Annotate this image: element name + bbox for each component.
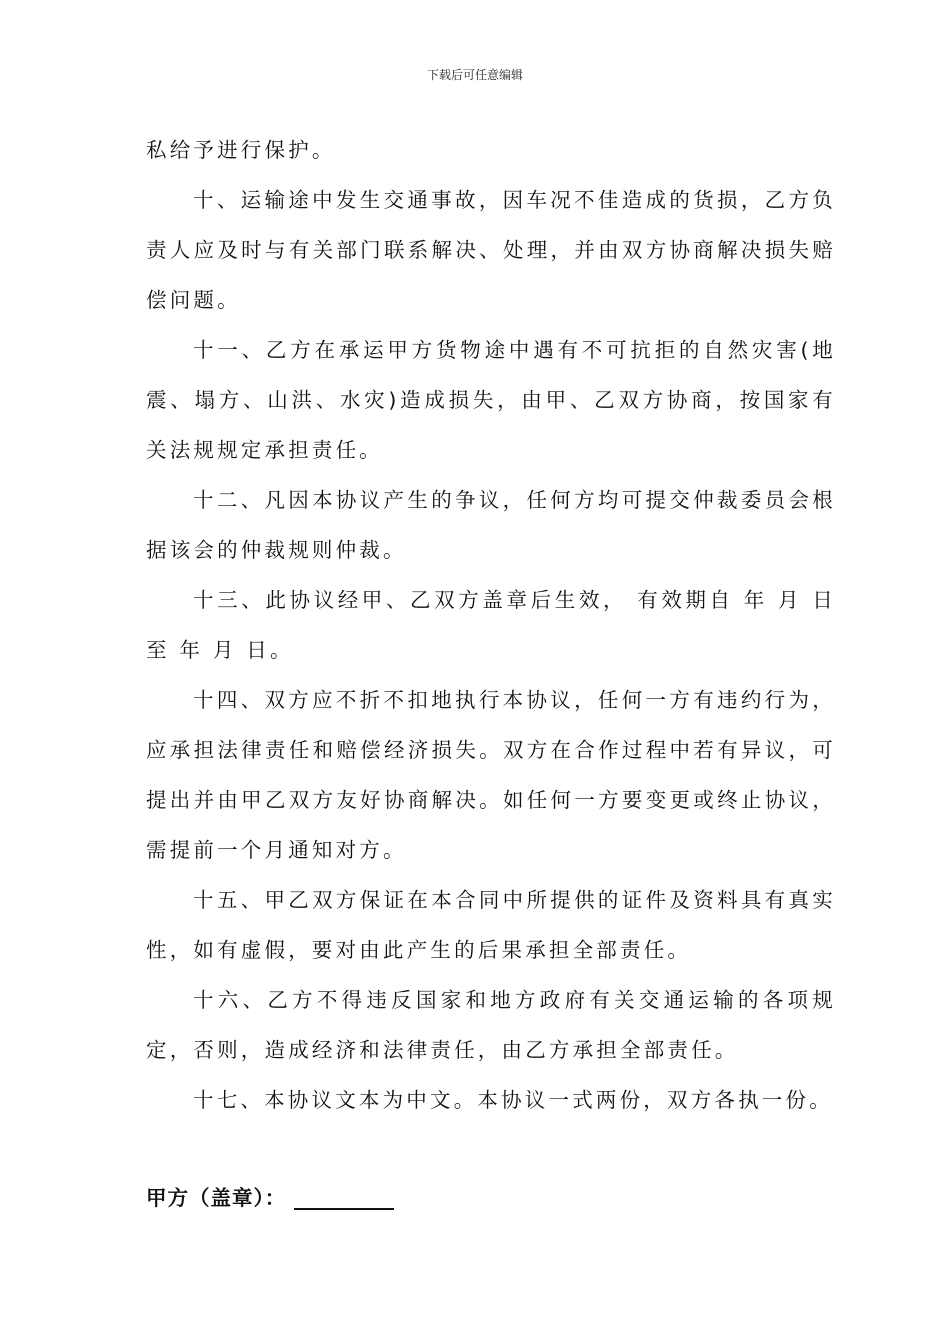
document-body bbox=[146, 125, 836, 1125]
party-a-signature bbox=[146, 1180, 394, 1216]
clause-15: 十五、甲乙双方保证在本合同中所提供的证件及资料具有真实性，如有虚假，要对由此产生的后果承担全部责任。 bbox=[146, 888, 836, 962]
clause-10: 十、运输途中发生交通事故，因车况不佳造成的货损，乙方负责人应及时与有关部门联系解决、处理，并由双方协商解决损失赔偿问题。 bbox=[146, 188, 836, 312]
party-a-seal-label: 甲方（盖章）： bbox=[146, 1186, 287, 1210]
clause-11: 十一、乙方在承运甲方货物途中遇有不可抗拒的自然灾害(地震、塌方、山洪、水灾)造成损失，由甲、乙双方协商，按国家有关法规规定承担责任。 bbox=[146, 338, 836, 462]
clause-17: 十七、本协议文本为中文。本协议一式两份，双方各执一份。 bbox=[193, 1088, 833, 1112]
clause-13: 十三、此协议经甲、乙双方盖章后生效， 有效期自 年 月 日至 年 月 日。 bbox=[146, 588, 836, 662]
page-header-note: 下载后可任意编辑 bbox=[426, 68, 523, 82]
paragraph-continuation: 私给予进行保护。 bbox=[146, 138, 336, 162]
clause-12: 十二、凡因本协议产生的争议，任何方均可提交仲裁委员会根据该会的仲裁规则仲裁。 bbox=[146, 488, 836, 562]
clause-16: 十六、乙方不得违反国家和地方政府有关交通运输的各项规定，否则，造成经济和法律责任，由乙方承担全部责任。 bbox=[146, 988, 836, 1062]
clause-14: 十四、双方应不折不扣地执行本协议，任何一方有违约行为，应承担法律责任和赔偿经济损失。双方在合作过程中若有异议，可提出并由甲乙双方友好协商解决。如任何一方要变更或终止协议，需提前一个月通知对方。 bbox=[146, 688, 836, 862]
party-a-seal-blank-line bbox=[294, 1184, 394, 1210]
